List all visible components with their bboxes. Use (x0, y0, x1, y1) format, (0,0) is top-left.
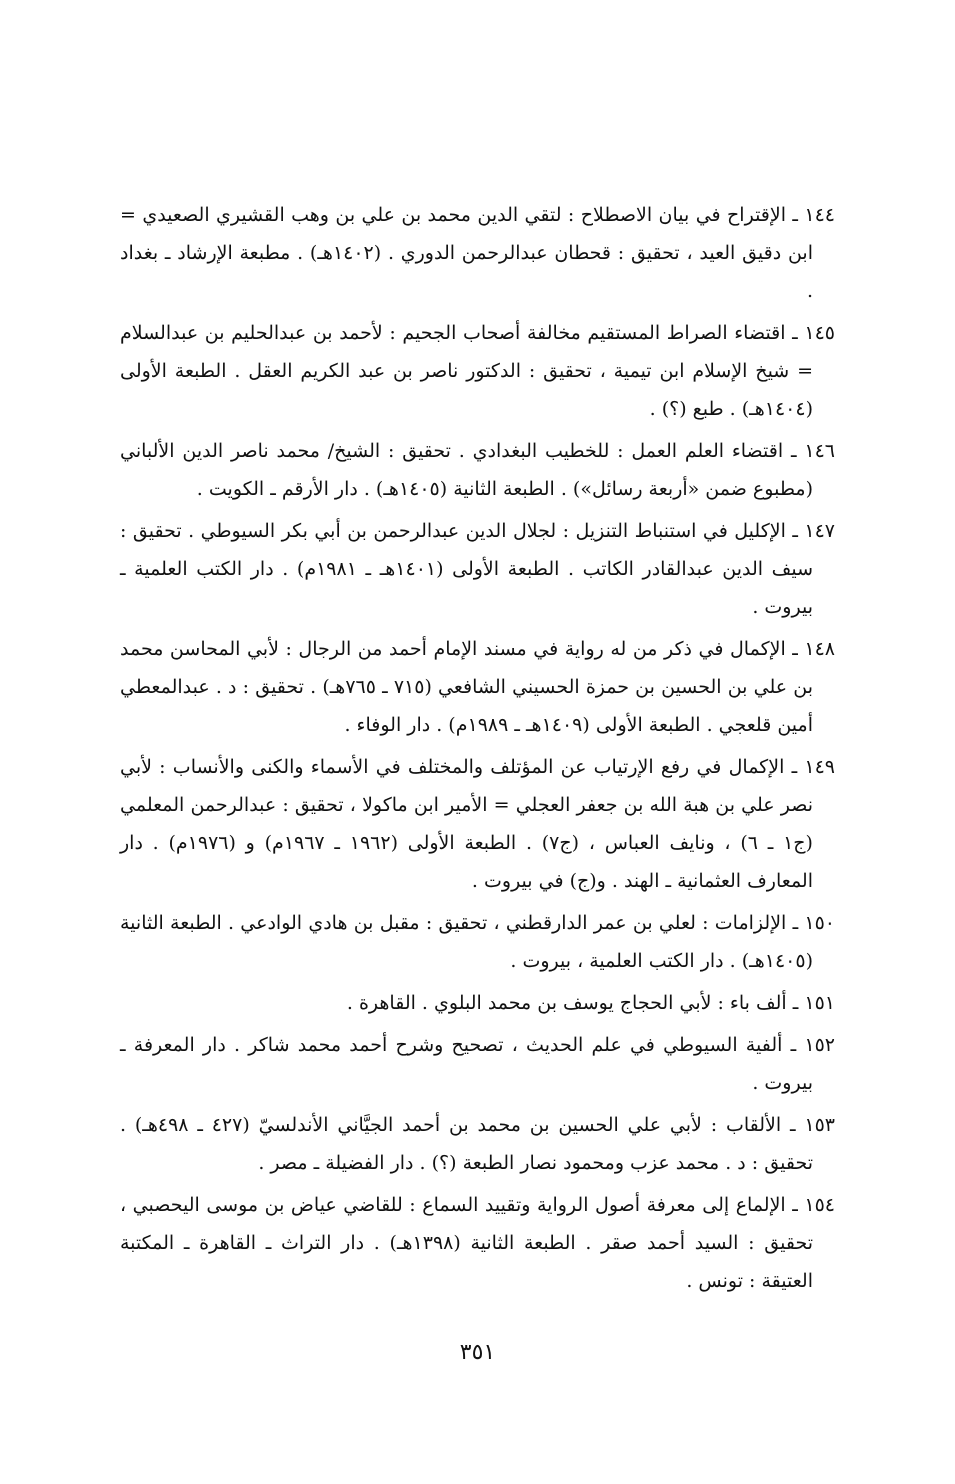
entry-separator: ـ (785, 638, 805, 660)
entry-text: الإلزامات : لعلي بن عمر الدارقطني ، تحقيق : مقبل بن هادي الوادعي . الطبعة الثانية (١٤٠٥هـ) . دار الكتب العلمية ، بيروت . (120, 912, 813, 972)
entry-separator: ـ (783, 440, 805, 462)
bibliography-entry (120, 196, 835, 310)
entry-separator: ـ (785, 1194, 805, 1216)
bibliography-page (0, 196, 955, 1304)
entry-separator: ـ (785, 322, 805, 344)
entry-separator: ـ (781, 1114, 805, 1136)
bibliography-entry (120, 630, 835, 744)
entry-text: الألقاب : لأبي علي الحسين بن محمد بن أحمد الجيَّاني الأندلسيّ (٤٢٧ ـ ٤٩٨هـ) . تحقيق : د . محمد عزب ومحمود نصار الطبعة (؟) . دار الفضيلة ـ مصر . (120, 1114, 813, 1174)
bibliography-entry (120, 432, 835, 508)
page-number: ٣٥١ (459, 1340, 496, 1365)
entry-text: الإكمال في ذكر من له رواية في مسند الإمام أحمد من الرجال : لأبي المحاسن محمد بن علي بن الحسين بن حمزة الحسيني الشافعي (٧١٥ ـ ٧٦٥هـ) . تحقيق : د . عبدالمعطي أمين قلعجي . الطبعة الأولى (١٤٠٩هـ ـ ١٩٨٩م) . دار الوفاء . (120, 638, 813, 736)
entry-number: ١٤٦ (804, 440, 835, 462)
entry-text: الإكمال في رفع الإرتياب عن المؤتلف والمختلف في الأسماء والكنى والأنساب : لأبي نصر علي بن هبة الله بن جعفر العجلي = الأمير ابن ماكولا ، تحقيق : عبدالرحمن المعلمي (ج١ ـ ٦) ، ونايف العباس ، (ج٧) . الطبعة الأولى (١٩٦٢ ـ ١٩٦٧م) و (١٩٧٦م) . دار المعارف العثمانية ـ الهند . و(ج) في بيروت . (120, 756, 813, 892)
entry-text: الإلماع إلى معرفة أصول الرواية وتقييد السماع : للقاضي عياض بن موسى اليحصبي ، تحقيق : السيد أحمد صقر . الطبعة الثانية (١٣٩٨هـ) . دار التراث ـ القاهرة ـ المكتبة العتيقة : تونس . (120, 1194, 813, 1292)
entry-number: ١٤٤ (804, 204, 835, 226)
entry-number: ١٥٤ (804, 1194, 836, 1216)
entry-number: ١٤٨ (804, 638, 835, 660)
entry-text: ألفية السيوطي في علم الحديث ، تصحيح وشرح أحمد محمد شاكر . دار المعرفة ـ بيروت . (120, 1034, 813, 1094)
entry-number: ١٤٩ (804, 756, 835, 778)
entry-number: ١٥٠ (804, 912, 835, 934)
entry-separator: ـ (782, 1034, 805, 1056)
entry-number: ١٤٧ (804, 520, 835, 542)
entry-separator: ـ (784, 756, 805, 778)
bibliography-entry (120, 748, 835, 900)
bibliography-entry (120, 904, 835, 980)
bibliography-entry (120, 1186, 835, 1300)
entry-text: الإكليل في استنباط التنزيل : لجلال الدين عبدالرحمن بن أبي بكر السيوطي . تحقيق : سيف الدين عبدالقادر الكاتب . الطبعة الأولى (١٤٠١هـ ـ ١٩٨١م) . دار الكتب العلمية ـ بيروت . (120, 520, 813, 618)
entry-separator: ـ (786, 992, 805, 1014)
entry-text: الإقتراح في بيان الاصطلاح : لتقي الدين محمد بن علي بن وهب القشيري الصعيدي = ابن دقيق العيد ، تحقيق : قحطان عبدالرحمن الدوري . (١٤٠٢هـ) . مطبعة الإرشاد ـ بغداد . (120, 204, 814, 302)
entry-number: ١٥١ (804, 992, 835, 1014)
bibliography-entry (120, 314, 835, 428)
entry-separator: ـ (785, 520, 805, 542)
entry-number: ١٤٥ (804, 322, 835, 344)
bibliography-entry (120, 984, 835, 1022)
entry-separator: ـ (786, 204, 805, 226)
entry-number: ١٥٣ (804, 1114, 835, 1136)
entry-text: ألف باء : لأبي الحجاج يوسف بن محمد البلوي . القاهرة . (346, 992, 787, 1014)
entry-separator: ـ (786, 912, 805, 934)
bibliography-list (120, 196, 835, 1300)
bibliography-entry (120, 1026, 835, 1102)
entry-text: اقتضاء الصراط المستقيم مخالفة أصحاب الجحيم : لأحمد بن عبدالحليم بن عبدالسلام = شيخ الإسلام ابن تيمية ، تحقيق : الدكتور ناصر بن عبد الكريم العقل . الطبعة الأولى (١٤٠٤هـ) . طبع (؟) . (120, 322, 813, 420)
bibliography-entry (120, 1106, 835, 1182)
entry-number: ١٥٢ (804, 1034, 835, 1056)
bibliography-entry (120, 512, 835, 626)
entry-text: اقتضاء العلم العمل : للخطيب البغدادي . تحقيق : الشيخ/ محمد ناصر الدين الألباني (مطبوع ضمن «أربعة رسائل») . الطبعة الثانية (١٤٠٥هـ) . دار الأرقم ـ الكويت . (120, 440, 813, 500)
